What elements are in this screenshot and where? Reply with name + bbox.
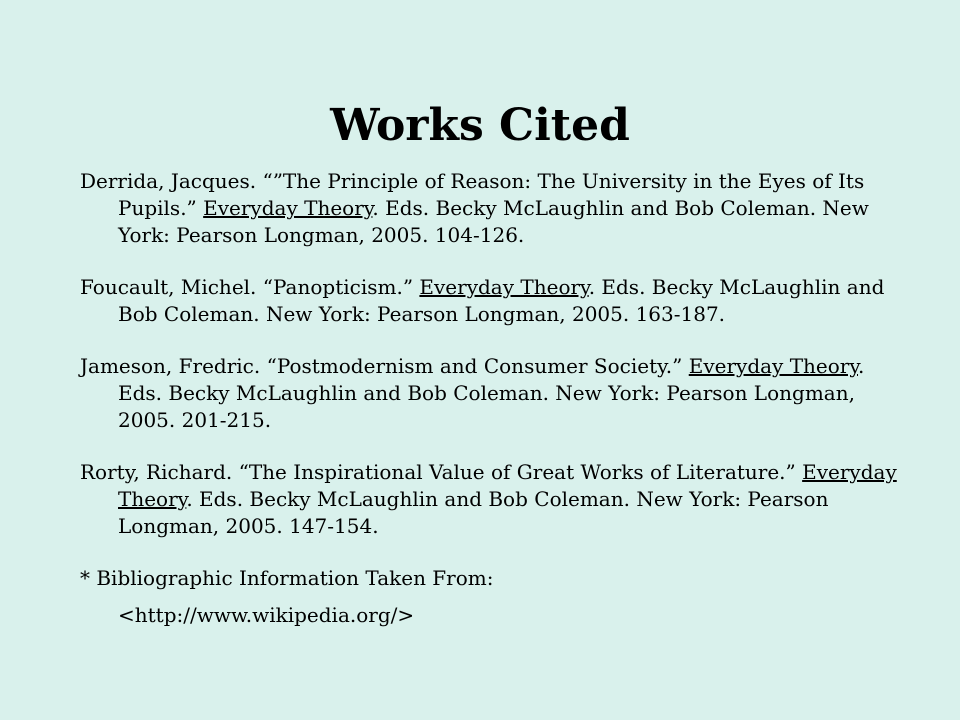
citation-details: . Eds. Becky McLaughlin and Bob Coleman. New York: Pearson Longman, 2005. 201-215. — [118, 354, 865, 432]
citation-text: Derrida, Jacques. “”The Principle of Reason: The University in the Eyes of Its Pupils.” — [80, 169, 865, 220]
citation-details: . Eds. Becky McLaughlin and Bob Coleman. New York: Pearson Longman, 2005. 163-187. — [118, 275, 885, 326]
citation-entry — [80, 274, 900, 328]
citation-text: Rorty, Richard. “The Inspirational Value of Great Works of Literature.” — [80, 460, 803, 484]
citation-entry — [80, 353, 900, 434]
source-note: * Bibliographic Information Taken From: — [80, 566, 494, 590]
page-title: Works Cited — [330, 100, 630, 151]
book-title: Everyday Theory — [419, 275, 589, 299]
citation-list — [80, 168, 900, 629]
book-title: Everyday Theory — [118, 460, 897, 511]
citation-text: Jameson, Fredric. “Postmodernism and Consumer Society.” — [80, 354, 689, 378]
citation-entry — [80, 168, 900, 249]
citation-details: . Eds. Becky McLaughlin and Bob Coleman. New York: Pearson Longman, 2005. 104-126. — [118, 196, 869, 247]
source-url: <http://www.wikipedia.org/> — [118, 603, 415, 627]
citation-text: Foucault, Michel. “Panopticism.” — [80, 275, 420, 299]
citation-details: . Eds. Becky McLaughlin and Bob Coleman. New York: Pearson Longman, 2005. 147-154. — [118, 487, 829, 538]
book-title: Everyday Theory — [688, 354, 859, 378]
book-title: Everyday Theory — [203, 196, 373, 220]
citation-entry — [80, 459, 900, 540]
